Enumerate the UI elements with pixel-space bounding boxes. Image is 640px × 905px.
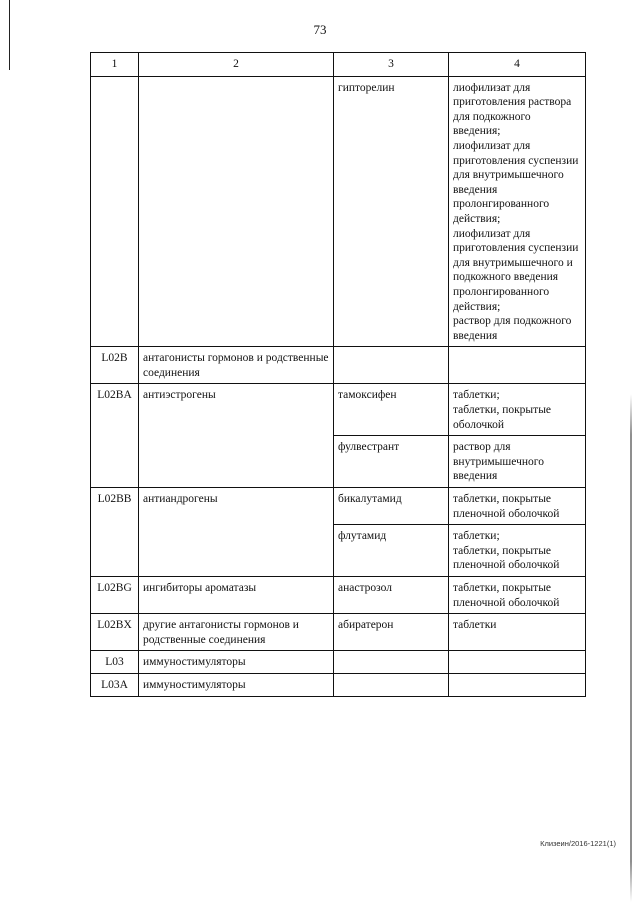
table-row (91, 488, 586, 525)
atc-code-cell: L02BB (91, 488, 139, 577)
dosage-form-line: таблетки, покрытые оболочкой (453, 404, 552, 431)
drug-name-cell: тамоксифен (334, 384, 449, 436)
dosage-form-cell (449, 384, 586, 436)
drug-name-cell: абиратерон (334, 614, 449, 651)
dosage-form-line: таблетки, покрытые пленочной оболочкой (453, 544, 560, 572)
group-cell: антиандрогены (139, 488, 334, 577)
scan-edge-mark-right (630, 394, 632, 902)
table-row (91, 384, 586, 436)
dosage-form-cell (449, 673, 586, 696)
page-number: 73 (313, 22, 327, 37)
table-row (91, 651, 586, 674)
column-header-4: 4 (449, 53, 586, 77)
table-row (91, 347, 586, 384)
group-cell: иммуностимуляторы (139, 673, 334, 696)
dosage-form-line: таблетки (453, 619, 497, 632)
dosage-form-line: таблетки; (453, 530, 500, 543)
drug-name-cell: бикалутамид (334, 488, 449, 525)
group-cell (139, 76, 334, 347)
dosage-form-line: раствор для подкожного введения (453, 315, 572, 342)
dosage-form-line: таблетки, покрытые пленочной оболочкой (453, 493, 560, 520)
document-reference: Клизеин/2016-1221(1) (540, 839, 616, 848)
medicines-table (90, 52, 586, 697)
dosage-form-line: лиофилизат для приготовления суспензии для внутримышечного и подкожного введения пролонгированного действия; (453, 227, 579, 313)
dosage-form-cell (449, 525, 586, 577)
dosage-form-line: лиофилизат для приготовления раствора для подкожного введения; (453, 81, 572, 138)
atc-code-cell: L02BG (91, 577, 139, 614)
table-row (91, 76, 586, 347)
atc-code-cell: L02BX (91, 614, 139, 651)
atc-code-cell: L02BA (91, 384, 139, 488)
header-row (91, 53, 586, 77)
atc-code-cell (91, 76, 139, 347)
group-cell: антиэстрогены (139, 384, 334, 488)
column-header-1: 1 (91, 53, 139, 77)
drug-name-cell: анастрозол (334, 577, 449, 614)
dosage-form-cell (449, 577, 586, 614)
drug-name-cell: фулвестрант (334, 436, 449, 488)
atc-code-cell: L03 (91, 651, 139, 674)
table-row (91, 673, 586, 696)
dosage-form-cell (449, 614, 586, 651)
dosage-form-cell (449, 76, 586, 347)
dosage-form-cell (449, 651, 586, 674)
drug-name-cell (334, 347, 449, 384)
dosage-form-cell (449, 488, 586, 525)
group-cell: иммуностимуляторы (139, 651, 334, 674)
dosage-form-cell (449, 347, 586, 384)
table-row (91, 577, 586, 614)
dosage-form-line: таблетки; (453, 389, 500, 402)
dosage-form-line: таблетки, покрытые пленочной оболочкой (453, 582, 560, 609)
drug-name-cell: гипторелин (334, 76, 449, 347)
atc-code-cell: L03A (91, 673, 139, 696)
table-row (91, 614, 586, 651)
drug-name-cell (334, 651, 449, 674)
drug-name-cell (334, 673, 449, 696)
group-cell: ингибиторы ароматазы (139, 577, 334, 614)
dosage-form-cell (449, 436, 586, 488)
column-header-2: 2 (139, 53, 334, 77)
dosage-form-line: лиофилизат для приготовления суспензии для внутримышечного введения пролонгированного действия; (453, 139, 579, 225)
column-header-3: 3 (334, 53, 449, 77)
group-cell: другие антагонисты гормонов и родственные соединения (139, 614, 334, 651)
dosage-form-line: раствор для внутримышечного введения (453, 441, 544, 483)
group-cell: антагонисты гормонов и родственные соединения (139, 347, 334, 384)
atc-code-cell: L02B (91, 347, 139, 384)
drug-name-cell: флутамид (334, 525, 449, 577)
